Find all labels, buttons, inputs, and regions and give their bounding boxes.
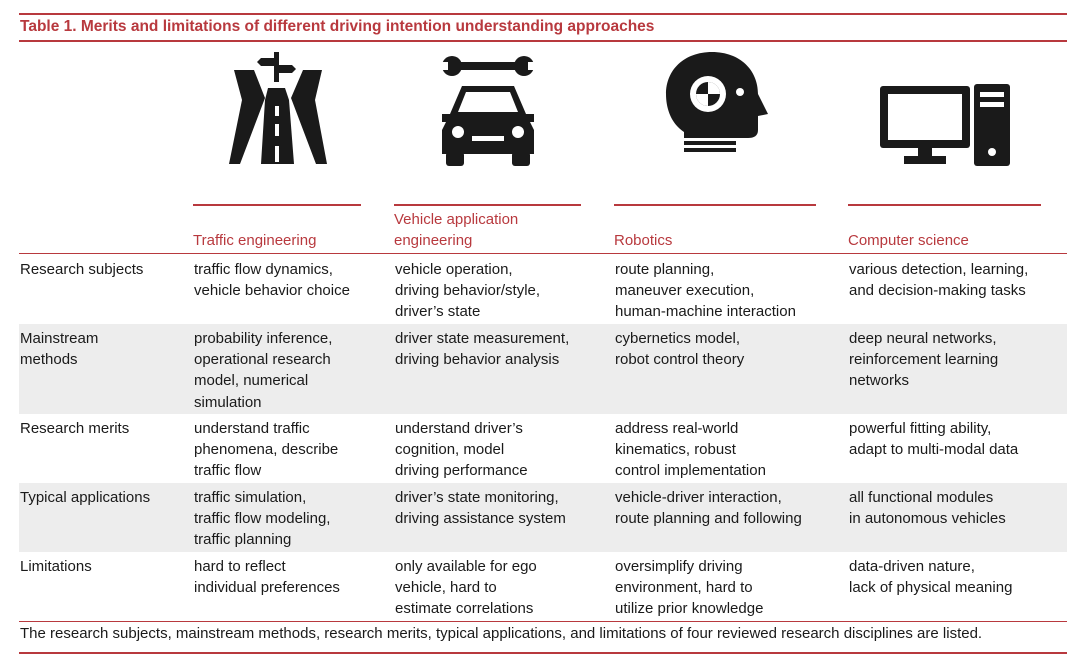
table-cell — [849, 328, 998, 392]
cell-line: control implementation — [615, 462, 766, 480]
table-cell — [395, 328, 569, 370]
cell-line: cognition, model — [395, 441, 505, 459]
cell-line: utilize prior knowledge — [615, 600, 764, 618]
cell-line: driving performance — [395, 462, 528, 480]
table-title: Table 1. Merits and limitations of different driving intention understanding approaches — [20, 18, 655, 35]
table-cell — [194, 328, 332, 413]
top-rule — [19, 13, 1067, 15]
cell-line: traffic flow dynamics, — [194, 261, 333, 278]
cell-line: kinematics, robust — [615, 441, 736, 459]
cell-line: driver’s state — [395, 303, 481, 321]
cell-line: phenomena, describe — [194, 441, 339, 459]
cell-line: environment, hard to — [615, 579, 753, 597]
table-cell — [849, 487, 1006, 529]
cell-line: adapt to multi-modal data — [849, 441, 1019, 459]
column-header-line: Robotics — [614, 232, 673, 249]
cell-line: Research merits — [20, 420, 130, 437]
robot-head-icon — [660, 48, 770, 163]
cell-line: Typical applications — [20, 489, 151, 506]
cell-line: vehicle behavior choice — [194, 282, 350, 300]
table-cell — [849, 418, 1018, 460]
cell-line: operational research — [194, 351, 331, 369]
cell-line: lack of physical meaning — [849, 579, 1013, 597]
cell-line: simulation — [194, 393, 262, 411]
table-cell — [615, 328, 744, 370]
column-header-traffic — [193, 204, 361, 254]
cell-line: model, numerical — [194, 372, 309, 390]
column-header-robotics — [614, 204, 816, 254]
cell-line: cybernetics model, — [615, 330, 741, 347]
cell-line: traffic flow modeling, — [194, 510, 331, 528]
row-label — [20, 487, 150, 508]
column-header-vehicle — [394, 204, 581, 254]
cell-line: driving assistance system — [395, 510, 566, 528]
cell-line: data-driven nature, — [849, 558, 975, 575]
cell-line: human-machine interaction — [615, 303, 796, 321]
cell-line: understand driver’s — [395, 420, 523, 437]
desktop-computer-icon — [880, 84, 1012, 171]
table-cell — [194, 418, 338, 482]
road-signpost-icon — [228, 52, 328, 172]
cell-line: individual preferences — [194, 579, 340, 597]
row-label — [20, 328, 98, 370]
cell-line: driving behavior/style, — [395, 282, 541, 300]
cell-line: driver’s state monitoring, — [395, 489, 559, 506]
cell-line: various detection, learning, — [849, 261, 1029, 278]
cell-line: estimate correlations — [395, 600, 534, 618]
table-cell — [615, 259, 796, 323]
cell-line: and decision-making tasks — [849, 282, 1026, 300]
row-label — [20, 556, 92, 577]
cell-line: route planning and following — [615, 510, 802, 528]
bottom-rule — [19, 652, 1067, 654]
table-cell — [194, 259, 350, 301]
car-wrench-icon — [438, 52, 538, 172]
cell-line: only available for ego — [395, 558, 537, 575]
cell-line: networks — [849, 372, 910, 390]
cell-line: deep neural networks, — [849, 330, 997, 347]
cell-line: traffic flow — [194, 462, 262, 480]
body-bottom-rule — [19, 621, 1067, 622]
cell-line: Mainstream — [20, 330, 99, 347]
table-cell — [615, 487, 802, 529]
column-header-line: engineering — [394, 232, 473, 249]
table-cell — [395, 487, 566, 529]
table-cell — [395, 259, 540, 323]
column-header-line: Traffic engineering — [193, 232, 317, 249]
cell-line: understand traffic — [194, 420, 310, 437]
table-row-typical-applications — [19, 483, 1067, 552]
cell-line: robot control theory — [615, 351, 745, 369]
column-header-line: Vehicle application — [394, 211, 519, 228]
table-row-mainstream-methods — [19, 324, 1067, 414]
cell-line: traffic simulation, — [194, 489, 307, 506]
row-label — [20, 259, 143, 280]
table-row-research-merits — [19, 414, 1067, 483]
cell-line: traffic planning — [194, 531, 292, 549]
cell-line: all functional modules — [849, 489, 994, 506]
cell-line: address real-world — [615, 420, 739, 437]
cell-line: route planning, — [615, 261, 715, 278]
table-cell — [615, 418, 766, 482]
table-row-research-subjects — [19, 255, 1067, 324]
table-cell — [849, 259, 1028, 301]
cell-line: reinforcement learning — [849, 351, 999, 369]
table-row-limitations — [19, 552, 1067, 621]
cell-line: driving behavior analysis — [395, 351, 560, 369]
cell-line: maneuver execution, — [615, 282, 755, 300]
row-label — [20, 418, 129, 439]
cell-line: Research subjects — [20, 261, 144, 278]
table-cell — [194, 487, 330, 551]
cell-line: vehicle operation, — [395, 261, 513, 278]
cell-line: probability inference, — [194, 330, 333, 347]
table-cell — [194, 556, 340, 598]
cell-line: oversimplify driving — [615, 558, 743, 575]
cell-line: Limitations — [20, 558, 92, 575]
cell-line: vehicle-driver interaction, — [615, 489, 782, 506]
table-cell — [849, 556, 1012, 598]
column-header-line: Computer science — [848, 232, 969, 249]
table-cell — [395, 418, 528, 482]
table-footnote: The research subjects, mainstream methods, research merits, typical applications, and limitations of four reviewed research disciplines are listed. — [20, 625, 983, 642]
cell-line: methods — [20, 351, 78, 369]
title-rule — [19, 40, 1067, 42]
cell-line: powerful fitting ability, — [849, 420, 992, 437]
cell-line: vehicle, hard to — [395, 579, 497, 597]
cell-line: in autonomous vehicles — [849, 510, 1006, 528]
table-cell — [395, 556, 537, 620]
column-header-cs — [848, 204, 1041, 254]
table-cell — [615, 556, 763, 620]
cell-line: hard to reflect — [194, 558, 286, 575]
cell-line: driver state measurement, — [395, 330, 570, 347]
